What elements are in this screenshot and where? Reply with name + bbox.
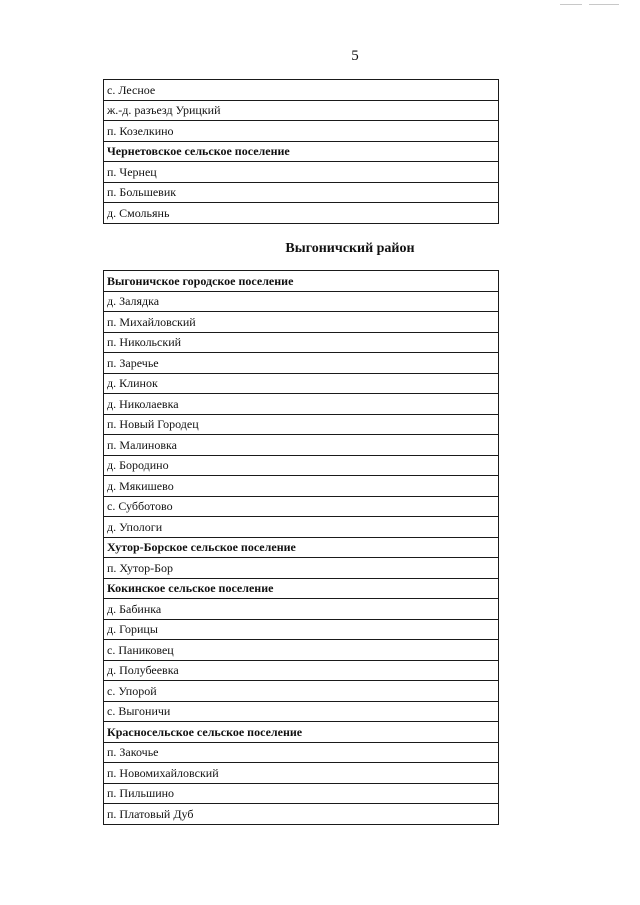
settlement-row xyxy=(104,476,499,497)
settlement-name: с. Упорой xyxy=(104,681,499,702)
settlement-table-district xyxy=(103,270,499,825)
settlement-group-row xyxy=(104,271,499,292)
settlement-name: с. Лесное xyxy=(104,80,499,101)
settlement-row xyxy=(104,100,499,121)
settlement-group-row xyxy=(104,578,499,599)
settlement-name: с. Субботово xyxy=(104,496,499,517)
settlement-row xyxy=(104,291,499,312)
settlement-name: д. Смольянь xyxy=(104,203,499,224)
settlement-name: п. Чернец xyxy=(104,162,499,183)
settlement-name: п. Никольский xyxy=(104,332,499,353)
settlement-group-row xyxy=(104,722,499,743)
settlement-name: п. Новомихайловский xyxy=(104,763,499,784)
settlement-group-row xyxy=(104,537,499,558)
scan-artifact-line xyxy=(560,4,582,5)
settlement-row xyxy=(104,332,499,353)
settlement-row xyxy=(104,414,499,435)
settlement-row xyxy=(104,742,499,763)
settlement-row xyxy=(104,353,499,374)
settlement-table-body xyxy=(104,271,499,825)
settlement-row xyxy=(104,373,499,394)
settlement-row xyxy=(104,599,499,620)
settlement-row xyxy=(104,121,499,142)
settlement-name: п. Малиновка xyxy=(104,435,499,456)
settlement-name: с. Паниковец xyxy=(104,640,499,661)
settlement-group-row xyxy=(104,141,499,162)
settlement-name: д. Залядка xyxy=(104,291,499,312)
settlement-row xyxy=(104,394,499,415)
settlement-group-name: Чернетовское сельское поселение xyxy=(104,141,499,162)
settlement-name: п. Козелкино xyxy=(104,121,499,142)
settlement-name: ж.-д. разъезд Урицкий xyxy=(104,100,499,121)
settlement-row xyxy=(104,80,499,101)
settlement-row xyxy=(104,804,499,825)
scan-artifact-line xyxy=(589,4,619,5)
settlement-row xyxy=(104,619,499,640)
settlement-name: д. Бабинка xyxy=(104,599,499,620)
settlement-name: п. Платовый Дуб xyxy=(104,804,499,825)
section-title: Выгоничский район xyxy=(285,241,415,256)
settlement-name: д. Мякишево xyxy=(104,476,499,497)
settlement-row xyxy=(104,681,499,702)
settlement-name: п. Заречье xyxy=(104,353,499,374)
settlement-row xyxy=(104,455,499,476)
settlement-name: п. Пильшино xyxy=(104,783,499,804)
settlement-row xyxy=(104,783,499,804)
settlement-row xyxy=(104,763,499,784)
settlement-name: д. Горицы xyxy=(104,619,499,640)
settlement-group-name: Выгоничское городское поселение xyxy=(104,271,499,292)
settlement-row xyxy=(104,312,499,333)
settlement-group-name: Красносельское сельское поселение xyxy=(104,722,499,743)
settlement-row xyxy=(104,660,499,681)
settlement-name: п. Михайловский xyxy=(104,312,499,333)
settlement-name: п. Большевик xyxy=(104,182,499,203)
settlement-row xyxy=(104,701,499,722)
settlement-row xyxy=(104,182,499,203)
settlement-name: п. Закочье xyxy=(104,742,499,763)
settlement-table-continued xyxy=(103,79,499,224)
page-number: 5 xyxy=(351,48,359,64)
settlement-group-name: Кокинское сельское поселение xyxy=(104,578,499,599)
settlement-row xyxy=(104,640,499,661)
settlement-name: д. Полубеевка xyxy=(104,660,499,681)
settlement-name: п. Хутор-Бор xyxy=(104,558,499,579)
settlement-name: д. Упологи xyxy=(104,517,499,538)
settlement-row xyxy=(104,496,499,517)
settlement-row xyxy=(104,558,499,579)
settlement-row xyxy=(104,203,499,224)
settlement-name: с. Выгоничи xyxy=(104,701,499,722)
settlement-table-body xyxy=(104,80,499,224)
settlement-name: д. Николаевка xyxy=(104,394,499,415)
settlement-row xyxy=(104,517,499,538)
settlement-row xyxy=(104,435,499,456)
settlement-name: п. Новый Городец xyxy=(104,414,499,435)
settlement-row xyxy=(104,162,499,183)
settlement-name: д. Клинок xyxy=(104,373,499,394)
settlement-group-name: Хутор-Борское сельское поселение xyxy=(104,537,499,558)
settlement-name: д. Бородино xyxy=(104,455,499,476)
